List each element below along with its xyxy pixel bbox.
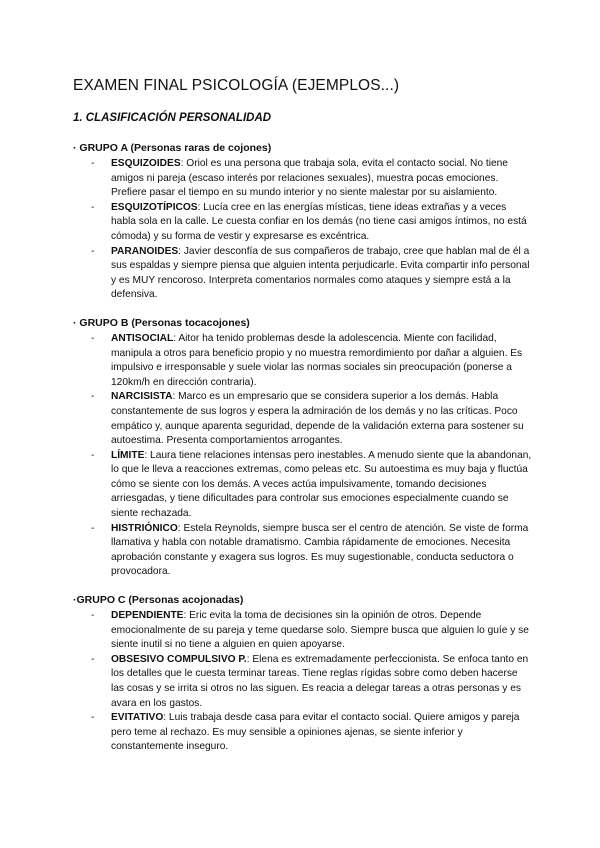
group-b: [73, 317, 533, 580]
list-item: [73, 157, 533, 201]
item-term: DEPENDIENTE: [111, 610, 184, 622]
list-item: [73, 653, 533, 711]
item-term: OBSESIVO COMPULSIVO P.: [111, 653, 247, 665]
dash-bullet: -: [91, 332, 95, 344]
item-text: : Luis trabaja desde casa para evitar el contacto social. Quiere amigos y pareja pero teme al rechazo. Es muy sensible a opiniones ajenas, se siente inferior y constantemente inseguro.: [111, 712, 520, 753]
item-text: : Laura tiene relaciones intensas pero inestables. A menudo siente que la abandonan, lo que le lleva a reacciones extremas, como peleas etc. Su autoestima es muy baja y fluctúa cómo se siente con los demás. A veces actúa impulsivamente, tomando decisiones arriesgadas, y tiene dificultades para controlar sus emociones especialmente cuando se siente rechazada.: [111, 449, 532, 520]
document-title: EXAMEN FINAL PSICOLOGÍA (EJEMPLOS...): [73, 77, 400, 94]
item-text: : Aitor ha tenido problemas desde la adolescencia. Miente con facilidad, manipula a otros para beneficio propio y no muestra remordimiento por dañar a alguien. Es impulsivo e irresponsable y suele violar las normas sociales sin preocupación (ponerse a 120km/h en dirección contraria).: [111, 332, 523, 388]
section-title: 1. CLASIFICACIÓN PERSONALIDAD: [73, 112, 272, 124]
item-term: NARCISISTA: [111, 391, 173, 403]
item-term: ESQUIZOIDES: [111, 158, 181, 169]
item-text: : Oriol es una persona que trabaja sola, evita el contacto social. No tiene amigos ni pareja (escaso interés por relaciones sexuales), muestra pocas emociones. Prefiere pasar el tiempo en su mundo interior y no siente malestar por su aislamiento.: [111, 158, 508, 199]
dash-bullet: -: [91, 653, 95, 665]
dash-bullet: -: [91, 449, 95, 461]
item-text: : Elena es extremadamente perfeccionista. Se enfoca tanto en los detalles que le cuesta terminar tareas. Tiene reglas rígidas sobre como deben hacerse las cosas y se irrita si otros no las siguen. Es reacia a delegar tareas a otras personas y es avara en los gastos.: [111, 653, 529, 709]
item-list: [73, 332, 533, 580]
item-list: [73, 609, 533, 755]
dash-bullet: -: [91, 522, 95, 534]
group-title: · GRUPO A (Personas raras de cojones): [73, 142, 272, 154]
group-c: [73, 594, 533, 755]
dash-bullet: -: [91, 610, 95, 622]
item-list: [73, 157, 533, 303]
list-item: [73, 522, 533, 580]
group-a: [73, 142, 533, 303]
item-term: ANTISOCIAL: [111, 332, 174, 344]
dash-bullet: -: [91, 158, 95, 169]
dash-bullet: -: [91, 391, 95, 403]
item-term: LÍMITE: [111, 449, 145, 461]
item-term: EVITATIVO: [111, 712, 164, 724]
group-title: ·GRUPO C (Personas acojonadas): [73, 594, 244, 607]
list-item: [73, 201, 533, 245]
item-text: : Estela Reynolds, siempre busca ser el centro de atención. Se viste de forma llamativa y habla con notable dramatismo. Cambia rápidamente de emociones. Necesita aprobación constante y exagera sus logros. Es muy sugestionable, conducta seductora o provocadora.: [111, 522, 529, 578]
dash-bullet: -: [91, 712, 95, 724]
list-item: [73, 609, 533, 653]
item-term: HISTRIÓNICO: [111, 522, 178, 534]
group-title: · GRUPO B (Personas tocacojones): [73, 316, 250, 329]
list-item: [73, 449, 533, 522]
item-text: : Eric evita la toma de decisiones sin la opinión de otros. Depende emocionalmente de su pareja y teme quedarse solo. Siempre busca que alguien lo guíe y se siente inutil si no tiene a alguien en quien apoyarse.: [111, 610, 529, 651]
item-text: : Lucía cree en las energías místicas, tiene ideas extrañas y a veces habla sola en la calle. Le cuesta confiar en los demás (no tiene casi amigos íntimos, no está cómoda) y su forma de vestir y expresarse es excéntrica.: [111, 201, 527, 242]
list-item: [73, 711, 533, 755]
item-term: ESQUIZOTÍPICOS: [111, 201, 198, 213]
dash-bullet: -: [91, 245, 95, 257]
groups-container: [73, 142, 533, 769]
list-item: [73, 245, 533, 303]
item-text: : Javier desconfía de sus compañeros de trabajo, cree que hablan mal de él a sus espaldas y siempre piensa que alguien intenta perjudicarle. Evita compartir info personal y es MUY rencoroso. Interpreta comentarios normales como ataques y siempre está a la defensiva.: [111, 245, 530, 301]
item-term: PARANOIDES: [111, 245, 179, 257]
list-item: [73, 390, 533, 448]
list-item: [73, 332, 533, 390]
dash-bullet: -: [91, 201, 95, 213]
item-text: : Marco es un empresario que se considera superior a los demás. Habla constantemente de sus logros y espera la admiración de los demás y no las críticas. Poco empático y, aunque aparenta seguridad, depende de la validación externa para sostener su autoestima. Presenta comportamientos arrogantes.: [111, 391, 524, 447]
